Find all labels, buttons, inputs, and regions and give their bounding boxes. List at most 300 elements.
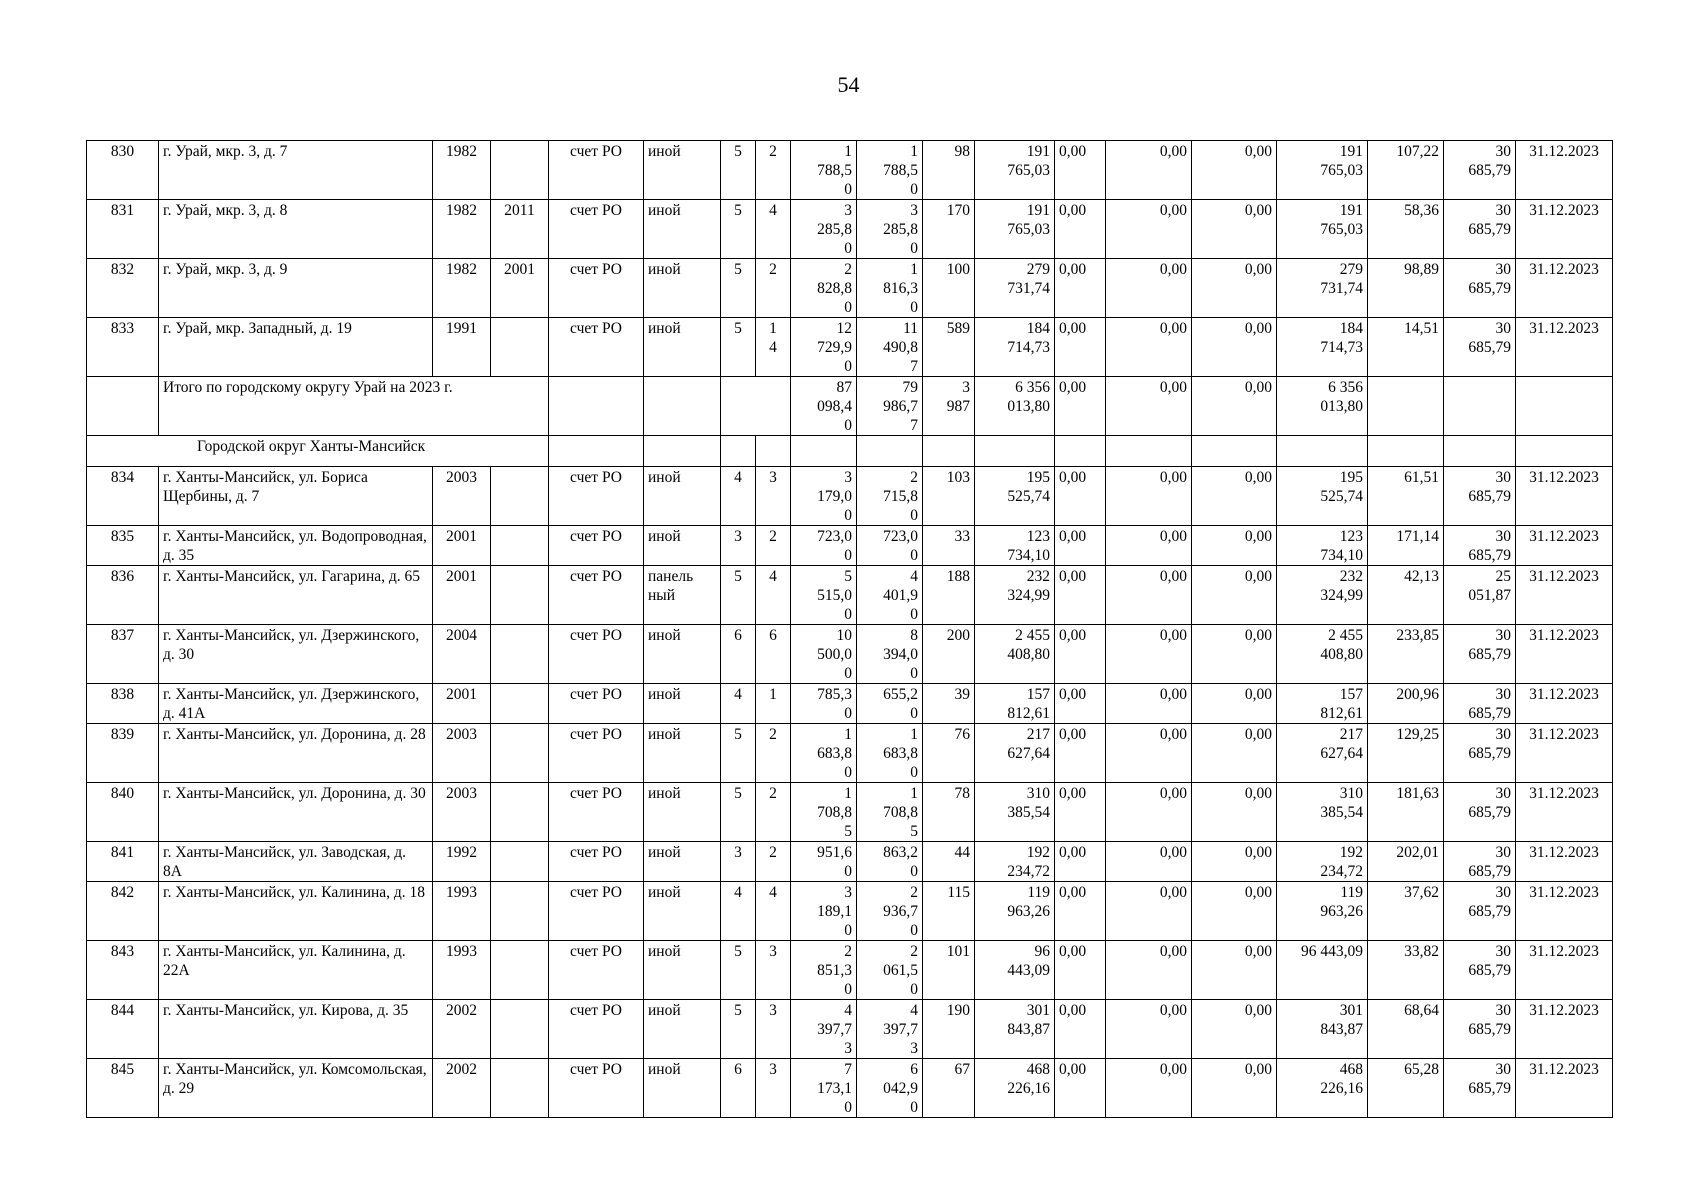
cell-cost-fed: 0,00 <box>1055 625 1106 684</box>
cell-area-living: 2 936,7 0 <box>857 882 923 941</box>
cell-entrances: 1 <box>756 684 791 724</box>
cell-empty <box>1444 436 1516 467</box>
table-row <box>87 467 1613 526</box>
cell-limit-cost <box>1444 377 1516 436</box>
cell-area-total: 12 729,9 0 <box>791 318 857 377</box>
cell-floors: 5 <box>721 1000 756 1059</box>
cell-area-living: 1 683,8 0 <box>857 724 923 783</box>
cell-year-built: 2001 <box>433 526 491 566</box>
cell-empty <box>1277 436 1368 467</box>
cell-area-living: 79 986,7 7 <box>857 377 923 436</box>
cell-limit-cost: 30 685,79 <box>1444 941 1516 1000</box>
cell-empty <box>791 436 857 467</box>
cell-year-repair <box>491 842 549 882</box>
cell-floors: 5 <box>721 318 756 377</box>
cell-cost-owners: 123 734,10 <box>1277 526 1368 566</box>
cell-entrances: 4 <box>756 566 791 625</box>
cell-fund: счет РО <box>549 882 644 941</box>
cell-residents: 103 <box>923 467 975 526</box>
cell-address: г. Ханты-Мансийск, ул. Кирова, д. 35 <box>159 1000 433 1059</box>
cell-area-total: 7 173,1 0 <box>791 1059 857 1118</box>
cell-cost-total: 217 627,64 <box>975 724 1055 783</box>
cell-no: 841 <box>87 842 159 882</box>
cell-year-repair <box>491 1059 549 1118</box>
cell-cost-total: 157 812,61 <box>975 684 1055 724</box>
cell-limit-cost: 30 685,79 <box>1444 1059 1516 1118</box>
cell-year-built: 1982 <box>433 141 491 200</box>
cell-cost-reg: 0,00 <box>1106 882 1192 941</box>
cell-cost-owners: 96 443,09 <box>1277 941 1368 1000</box>
cell-cost-owners: 2 455 408,80 <box>1277 625 1368 684</box>
cell-fund: счет РО <box>549 684 644 724</box>
cell-unit-cost: 107,22 <box>1368 141 1444 200</box>
cell-year-repair <box>491 724 549 783</box>
cell-unit-cost: 171,14 <box>1368 526 1444 566</box>
cell-residents: 188 <box>923 566 975 625</box>
cell-limit-cost: 30 685,79 <box>1444 141 1516 200</box>
cell-limit-cost: 30 685,79 <box>1444 200 1516 259</box>
cell-unit-cost: 181,63 <box>1368 783 1444 842</box>
cell-no: 831 <box>87 200 159 259</box>
cell-material: иной <box>644 625 721 684</box>
cell-area-total: 2 828,8 0 <box>791 259 857 318</box>
cell-area-living: 1 816,3 0 <box>857 259 923 318</box>
cell-material: иной <box>644 259 721 318</box>
cell-empty <box>721 377 791 436</box>
cell-unit-cost: 68,64 <box>1368 1000 1444 1059</box>
cell-deadline: 31.12.2023 <box>1516 467 1613 526</box>
cell-no: 834 <box>87 467 159 526</box>
cell-limit-cost: 30 685,79 <box>1444 259 1516 318</box>
cell-floors: 3 <box>721 842 756 882</box>
cell-fund: счет РО <box>549 1059 644 1118</box>
cell-area-total: 1 708,8 5 <box>791 783 857 842</box>
cell-cost-owners: 191 765,03 <box>1277 200 1368 259</box>
cell-deadline: 31.12.2023 <box>1516 566 1613 625</box>
cell-no: 830 <box>87 141 159 200</box>
cell-empty <box>721 436 756 467</box>
cell-unit-cost: 233,85 <box>1368 625 1444 684</box>
cell-limit-cost: 30 685,79 <box>1444 526 1516 566</box>
cell-limit-cost: 30 685,79 <box>1444 783 1516 842</box>
cell-no: 837 <box>87 625 159 684</box>
cell-cost-owners: 301 843,87 <box>1277 1000 1368 1059</box>
cell-fund: счет РО <box>549 783 644 842</box>
cell-fund: счет РО <box>549 526 644 566</box>
cell-cost-mun: 0,00 <box>1192 259 1277 318</box>
cell-unit-cost: 42,13 <box>1368 566 1444 625</box>
cell-year-repair <box>491 783 549 842</box>
cell-area-total: 87 098,4 0 <box>791 377 857 436</box>
cell-area-total: 951,6 0 <box>791 842 857 882</box>
cell-floors: 5 <box>721 200 756 259</box>
cell-floors: 3 <box>721 526 756 566</box>
cell-residents: 39 <box>923 684 975 724</box>
cell-area-living: 2 061,5 0 <box>857 941 923 1000</box>
cell-year-repair <box>491 882 549 941</box>
cell-cost-total: 191 765,03 <box>975 141 1055 200</box>
cell-year-built: 2001 <box>433 566 491 625</box>
cell-year-built: 1982 <box>433 200 491 259</box>
cell-area-total: 2 851,3 0 <box>791 941 857 1000</box>
table-row <box>87 783 1613 842</box>
cell-empty <box>644 436 721 467</box>
cell-fund: счет РО <box>549 625 644 684</box>
cell-cost-reg: 0,00 <box>1106 377 1192 436</box>
cell-unit-cost: 33,82 <box>1368 941 1444 1000</box>
cell-entrances: 2 <box>756 783 791 842</box>
cell-cost-reg: 0,00 <box>1106 1000 1192 1059</box>
cell-area-living: 723,0 0 <box>857 526 923 566</box>
cell-cost-reg: 0,00 <box>1106 467 1192 526</box>
cell-cost-fed: 0,00 <box>1055 882 1106 941</box>
cell-cost-owners: 184 714,73 <box>1277 318 1368 377</box>
cell-cost-mun: 0,00 <box>1192 842 1277 882</box>
cell-limit-cost: 25 051,87 <box>1444 566 1516 625</box>
cell-year-built: 2002 <box>433 1000 491 1059</box>
cell-cost-mun: 0,00 <box>1192 724 1277 783</box>
cell-year-repair <box>491 684 549 724</box>
cell-area-total: 5 515,0 0 <box>791 566 857 625</box>
cell-cost-owners: 157 812,61 <box>1277 684 1368 724</box>
cell-residents: 200 <box>923 625 975 684</box>
cell-area-total: 1 788,5 0 <box>791 141 857 200</box>
cell-cost-owners: 468 226,16 <box>1277 1059 1368 1118</box>
cell-area-total: 3 179,0 0 <box>791 467 857 526</box>
cell-deadline: 31.12.2023 <box>1516 1059 1613 1118</box>
cell-cost-total: 119 963,26 <box>975 882 1055 941</box>
cell-no: 840 <box>87 783 159 842</box>
cell-unit-cost: 65,28 <box>1368 1059 1444 1118</box>
cell-cost-fed: 0,00 <box>1055 259 1106 318</box>
cell-area-total: 785,3 0 <box>791 684 857 724</box>
cell-cost-total: 279 731,74 <box>975 259 1055 318</box>
cell-address: г. Ханты-Мансийск, ул. Дзержинского, д. 30 <box>159 625 433 684</box>
cell-cost-total: 310 385,54 <box>975 783 1055 842</box>
cell-residents: 115 <box>923 882 975 941</box>
cell-unit-cost: 14,51 <box>1368 318 1444 377</box>
cell-entrances: 4 <box>756 200 791 259</box>
cell-cost-owners: 217 627,64 <box>1277 724 1368 783</box>
cell-cost-total: 184 714,73 <box>975 318 1055 377</box>
cell-cost-fed: 0,00 <box>1055 684 1106 724</box>
cell-cost-total: 232 324,99 <box>975 566 1055 625</box>
cell-cost-reg: 0,00 <box>1106 842 1192 882</box>
cell-cost-reg: 0,00 <box>1106 566 1192 625</box>
cell-year-repair: 2001 <box>491 259 549 318</box>
cell-material: иной <box>644 1059 721 1118</box>
cell-cost-owners: 119 963,26 <box>1277 882 1368 941</box>
cell-year-built: 1993 <box>433 941 491 1000</box>
cell-limit-cost: 30 685,79 <box>1444 842 1516 882</box>
cell-no: 844 <box>87 1000 159 1059</box>
cell-material: иной <box>644 1000 721 1059</box>
cell-cost-reg: 0,00 <box>1106 1059 1192 1118</box>
cell-entrances: 3 <box>756 941 791 1000</box>
cell-floors: 4 <box>721 882 756 941</box>
cell-residents: 101 <box>923 941 975 1000</box>
cell-fund: счет РО <box>549 259 644 318</box>
cell-year-built: 1982 <box>433 259 491 318</box>
cell-no: 842 <box>87 882 159 941</box>
cell-cost-fed: 0,00 <box>1055 842 1106 882</box>
cell-cost-fed: 0,00 <box>1055 467 1106 526</box>
cell-no <box>87 377 159 436</box>
cell-address: г. Ханты-Мансийск, ул. Доронина, д. 28 <box>159 724 433 783</box>
cell-fund: счет РО <box>549 200 644 259</box>
cell-fund: счет РО <box>549 467 644 526</box>
cell-entrances: 2 <box>756 724 791 783</box>
cell-deadline: 31.12.2023 <box>1516 783 1613 842</box>
cell-material: иной <box>644 200 721 259</box>
cell-area-total: 1 683,8 0 <box>791 724 857 783</box>
cell-material: иной <box>644 318 721 377</box>
cell-fund: счет РО <box>549 566 644 625</box>
cell-year-repair <box>491 526 549 566</box>
cell-material: панель ный <box>644 566 721 625</box>
cell-cost-total: 123 734,10 <box>975 526 1055 566</box>
cell-material: иной <box>644 941 721 1000</box>
cell-year-repair <box>491 467 549 526</box>
cell-no: 835 <box>87 526 159 566</box>
cell-deadline: 31.12.2023 <box>1516 724 1613 783</box>
cell-unit-cost: 37,62 <box>1368 882 1444 941</box>
cell-unit-cost: 129,25 <box>1368 724 1444 783</box>
cell-cost-total: 195 525,74 <box>975 467 1055 526</box>
cell-cost-reg: 0,00 <box>1106 724 1192 783</box>
cell-cost-total: 6 356 013,80 <box>975 377 1055 436</box>
cell-residents: 78 <box>923 783 975 842</box>
cell-residents: 33 <box>923 526 975 566</box>
cell-material <box>644 377 721 436</box>
cell-deadline: 31.12.2023 <box>1516 1000 1613 1059</box>
cell-floors: 5 <box>721 941 756 1000</box>
cell-cost-fed: 0,00 <box>1055 318 1106 377</box>
section-label: Городской округ Ханты-Мансийск <box>87 436 549 467</box>
cell-no: 839 <box>87 724 159 783</box>
cell-cost-total: 191 765,03 <box>975 200 1055 259</box>
cell-empty <box>1192 436 1277 467</box>
cell-cost-fed: 0,00 <box>1055 1000 1106 1059</box>
cell-limit-cost: 30 685,79 <box>1444 684 1516 724</box>
cell-area-living: 8 394,0 0 <box>857 625 923 684</box>
cell-year-built: 2001 <box>433 684 491 724</box>
cell-unit-cost: 58,36 <box>1368 200 1444 259</box>
cell-cost-fed: 0,00 <box>1055 1059 1106 1118</box>
cell-limit-cost: 30 685,79 <box>1444 724 1516 783</box>
cell-address: г. Ханты-Мансийск, ул. Заводская, д. 8А <box>159 842 433 882</box>
cell-year-repair <box>491 625 549 684</box>
cell-deadline: 31.12.2023 <box>1516 141 1613 200</box>
cell-cost-fed: 0,00 <box>1055 941 1106 1000</box>
cell-residents: 44 <box>923 842 975 882</box>
cell-area-total: 4 397,7 3 <box>791 1000 857 1059</box>
cell-floors: 4 <box>721 467 756 526</box>
cell-cost-mun: 0,00 <box>1192 526 1277 566</box>
cell-cost-mun: 0,00 <box>1192 318 1277 377</box>
cell-year-repair <box>491 141 549 200</box>
cell-address: г. Урай, мкр. 3, д. 7 <box>159 141 433 200</box>
cell-cost-mun: 0,00 <box>1192 200 1277 259</box>
cell-area-living: 1 788,5 0 <box>857 141 923 200</box>
cell-deadline: 31.12.2023 <box>1516 625 1613 684</box>
cell-empty <box>1368 436 1444 467</box>
cell-entrances: 3 <box>756 467 791 526</box>
cell-cost-mun: 0,00 <box>1192 625 1277 684</box>
cell-residents: 100 <box>923 259 975 318</box>
cell-year-built: 2003 <box>433 467 491 526</box>
table-row <box>87 1000 1613 1059</box>
cell-entrances: 2 <box>756 842 791 882</box>
cell-floors: 5 <box>721 783 756 842</box>
cell-cost-reg: 0,00 <box>1106 684 1192 724</box>
table-row <box>87 141 1613 200</box>
cell-cost-total: 96 443,09 <box>975 941 1055 1000</box>
cell-entrances: 2 <box>756 259 791 318</box>
cell-area-total: 3 285,8 0 <box>791 200 857 259</box>
cell-cost-owners: 6 356 013,80 <box>1277 377 1368 436</box>
cell-fund: счет РО <box>549 318 644 377</box>
cell-no: 836 <box>87 566 159 625</box>
cell-deadline: 31.12.2023 <box>1516 684 1613 724</box>
cell-area-living: 4 401,9 0 <box>857 566 923 625</box>
cell-material: иной <box>644 724 721 783</box>
cell-cost-total: 301 843,87 <box>975 1000 1055 1059</box>
cell-entrances: 6 <box>756 625 791 684</box>
table-row <box>87 259 1613 318</box>
cell-cost-fed: 0,00 <box>1055 141 1106 200</box>
cell-year-repair: 2011 <box>491 200 549 259</box>
total-label: Итого по городскому округу Урай на 2023 г. <box>159 377 549 436</box>
cell-material: иной <box>644 882 721 941</box>
cell-cost-mun: 0,00 <box>1192 1059 1277 1118</box>
cell-empty <box>1516 436 1613 467</box>
cell-cost-mun: 0,00 <box>1192 566 1277 625</box>
cell-area-total: 723,0 0 <box>791 526 857 566</box>
cell-cost-mun: 0,00 <box>1192 141 1277 200</box>
cell-cost-fed: 0,00 <box>1055 377 1106 436</box>
cell-deadline: 31.12.2023 <box>1516 526 1613 566</box>
cell-area-living: 4 397,7 3 <box>857 1000 923 1059</box>
cell-no: 833 <box>87 318 159 377</box>
cell-residents: 98 <box>923 141 975 200</box>
cell-address: г. Урай, мкр. 3, д. 9 <box>159 259 433 318</box>
cell-entrances: 2 <box>756 141 791 200</box>
cell-cost-reg: 0,00 <box>1106 941 1192 1000</box>
cell-unit-cost <box>1368 377 1444 436</box>
cell-area-living: 655,2 0 <box>857 684 923 724</box>
cell-cost-reg: 0,00 <box>1106 141 1192 200</box>
cell-unit-cost: 200,96 <box>1368 684 1444 724</box>
table-row <box>87 318 1613 377</box>
cell-fund: счет РО <box>549 1000 644 1059</box>
cell-residents: 3 987 <box>923 377 975 436</box>
cell-material: иной <box>644 467 721 526</box>
cell-year-built: 1993 <box>433 882 491 941</box>
cell-limit-cost: 30 685,79 <box>1444 625 1516 684</box>
cell-cost-total: 468 226,16 <box>975 1059 1055 1118</box>
cell-year-built: 2002 <box>433 1059 491 1118</box>
cell-cost-fed: 0,00 <box>1055 783 1106 842</box>
cell-unit-cost: 98,89 <box>1368 259 1444 318</box>
cell-material: иной <box>644 141 721 200</box>
cell-residents: 190 <box>923 1000 975 1059</box>
cell-floors: 5 <box>721 566 756 625</box>
cell-entrances: 3 <box>756 1000 791 1059</box>
cell-material: иной <box>644 526 721 566</box>
cell-floors: 5 <box>721 259 756 318</box>
cell-limit-cost: 30 685,79 <box>1444 1000 1516 1059</box>
cell-no: 843 <box>87 941 159 1000</box>
cell-address: г. Ханты-Мансийск, ул. Водопроводная, д. 35 <box>159 526 433 566</box>
table-row <box>87 526 1613 566</box>
table-body <box>87 141 1613 1118</box>
cell-cost-owners: 195 525,74 <box>1277 467 1368 526</box>
cell-empty <box>975 436 1055 467</box>
table-row <box>87 882 1613 941</box>
cell-cost-owners: 232 324,99 <box>1277 566 1368 625</box>
cell-cost-reg: 0,00 <box>1106 783 1192 842</box>
cell-floors: 5 <box>721 141 756 200</box>
cell-year-built: 1992 <box>433 842 491 882</box>
cell-cost-owners: 191 765,03 <box>1277 141 1368 200</box>
cell-cost-reg: 0,00 <box>1106 625 1192 684</box>
cell-floors: 6 <box>721 1059 756 1118</box>
cell-deadline: 31.12.2023 <box>1516 318 1613 377</box>
cell-cost-fed: 0,00 <box>1055 526 1106 566</box>
cell-empty <box>756 436 791 467</box>
cell-cost-reg: 0,00 <box>1106 318 1192 377</box>
cell-floors: 5 <box>721 724 756 783</box>
cell-deadline: 31.12.2023 <box>1516 941 1613 1000</box>
cell-cost-owners: 310 385,54 <box>1277 783 1368 842</box>
cell-empty <box>857 436 923 467</box>
cell-address: г. Ханты-Мансийск, ул. Калинина, д. 18 <box>159 882 433 941</box>
cell-cost-mun: 0,00 <box>1192 684 1277 724</box>
cell-cost-owners: 279 731,74 <box>1277 259 1368 318</box>
table-row <box>87 724 1613 783</box>
cell-no: 845 <box>87 1059 159 1118</box>
section-header-row <box>87 436 1613 467</box>
cell-address: г. Ханты-Мансийск, ул. Бориса Щербины, д. 7 <box>159 467 433 526</box>
page-number: 54 <box>837 72 860 97</box>
cell-unit-cost: 202,01 <box>1368 842 1444 882</box>
cell-address: г. Урай, мкр. 3, д. 8 <box>159 200 433 259</box>
cell-deadline: 31.12.2023 <box>1516 200 1613 259</box>
cell-fund: счет РО <box>549 842 644 882</box>
cell-cost-mun: 0,00 <box>1192 1000 1277 1059</box>
cell-fund <box>549 377 644 436</box>
cell-cost-mun: 0,00 <box>1192 941 1277 1000</box>
cell-no: 838 <box>87 684 159 724</box>
table-row <box>87 941 1613 1000</box>
cell-entrances: 1 4 <box>756 318 791 377</box>
table-row <box>87 200 1613 259</box>
cell-entrances: 2 <box>756 526 791 566</box>
cell-residents: 76 <box>923 724 975 783</box>
cell-area-living: 2 715,8 0 <box>857 467 923 526</box>
cell-cost-total: 192 234,72 <box>975 842 1055 882</box>
cell-area-living: 1 708,8 5 <box>857 783 923 842</box>
cell-year-built: 2003 <box>433 783 491 842</box>
cell-cost-owners: 192 234,72 <box>1277 842 1368 882</box>
cell-address: г. Ханты-Мансийск, ул. Гагарина, д. 65 <box>159 566 433 625</box>
cell-limit-cost: 30 685,79 <box>1444 467 1516 526</box>
table-row <box>87 684 1613 724</box>
cell-empty <box>1055 436 1106 467</box>
table-row <box>87 566 1613 625</box>
cell-unit-cost: 61,51 <box>1368 467 1444 526</box>
